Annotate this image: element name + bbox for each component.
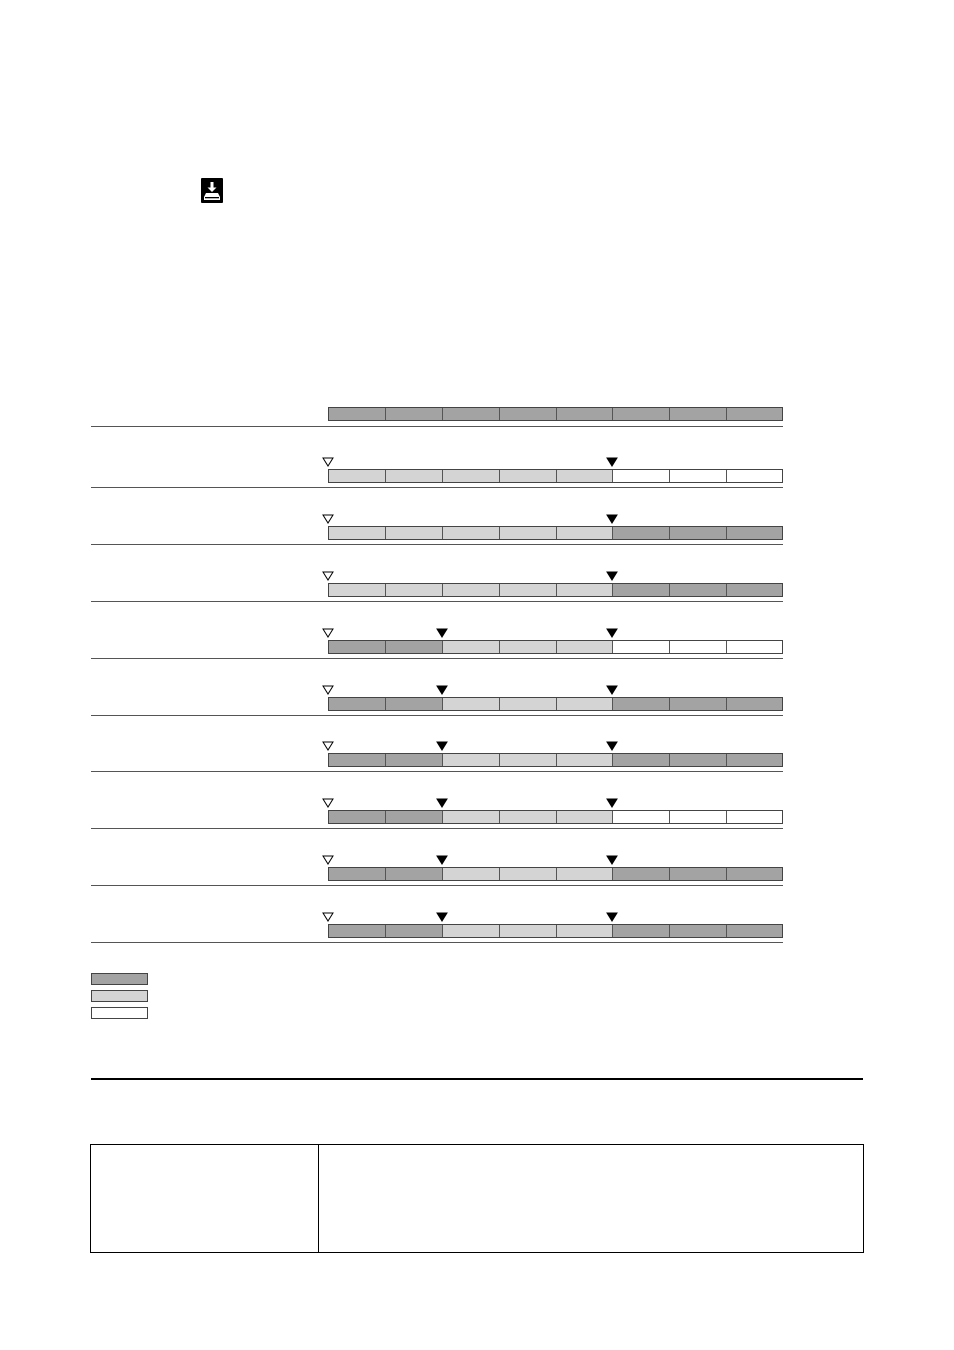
- segment-light: [443, 527, 500, 539]
- segment-light: [329, 584, 386, 596]
- open-triangle-icon: [322, 514, 334, 524]
- segment-light: [386, 584, 443, 596]
- segment-dark: [386, 641, 443, 653]
- filled-triangle-icon: [436, 741, 448, 751]
- segment-light: [557, 811, 614, 823]
- segment-light: [557, 584, 614, 596]
- filled-triangle-icon: [436, 855, 448, 865]
- segment-light: [557, 470, 614, 482]
- filled-triangle-icon: [606, 685, 618, 695]
- segment-dark: [613, 584, 670, 596]
- segment-dark: [386, 698, 443, 710]
- row-divider: [91, 715, 783, 716]
- open-triangle-icon: [322, 741, 334, 751]
- open-triangle-icon: [322, 685, 334, 695]
- segment-empty: [670, 811, 727, 823]
- segment-dark: [727, 698, 782, 710]
- segment-light: [500, 470, 557, 482]
- segment-light: [386, 470, 443, 482]
- segment-light: [557, 925, 614, 937]
- info-table-content-cell: [319, 1145, 863, 1252]
- segment-light: [329, 527, 386, 539]
- open-triangle-icon: [322, 798, 334, 808]
- segment-dark: [613, 868, 670, 880]
- segment-light: [443, 698, 500, 710]
- segment-empty: [613, 470, 670, 482]
- segment-light: [443, 470, 500, 482]
- segment-empty: [613, 811, 670, 823]
- row-divider: [91, 601, 783, 602]
- row-divider: [91, 658, 783, 659]
- timeline-row-bar: [328, 810, 783, 824]
- open-triangle-icon: [322, 628, 334, 638]
- segment-light: [443, 641, 500, 653]
- timeline-row-bar: [328, 697, 783, 711]
- segment-dark: [670, 584, 727, 596]
- segment-light: [557, 754, 614, 766]
- segment-dark: [670, 408, 727, 420]
- segment-dark: [727, 527, 782, 539]
- row-divider: [91, 771, 783, 772]
- info-table: [90, 1144, 864, 1253]
- segment-dark: [727, 754, 782, 766]
- segment-dark: [329, 698, 386, 710]
- filled-triangle-icon: [436, 798, 448, 808]
- segment-dark: [386, 754, 443, 766]
- segment-dark: [670, 925, 727, 937]
- timeline-row-bar: [328, 526, 783, 540]
- segment-light: [500, 641, 557, 653]
- open-triangle-icon: [322, 855, 334, 865]
- segment-dark: [670, 698, 727, 710]
- segment-dark: [557, 408, 614, 420]
- segment-dark: [613, 698, 670, 710]
- legend-swatch-empty: [91, 1007, 148, 1019]
- row-divider: [91, 426, 783, 427]
- segment-empty: [670, 470, 727, 482]
- segment-light: [500, 584, 557, 596]
- segment-light: [443, 925, 500, 937]
- section-divider: [91, 1078, 863, 1080]
- segment-light: [500, 754, 557, 766]
- segment-dark: [329, 811, 386, 823]
- filled-triangle-icon: [436, 685, 448, 695]
- segment-dark: [329, 925, 386, 937]
- segment-dark: [613, 527, 670, 539]
- segment-light: [500, 698, 557, 710]
- segment-light: [500, 811, 557, 823]
- row-divider: [91, 487, 783, 488]
- segment-dark: [670, 527, 727, 539]
- segment-light: [329, 470, 386, 482]
- segment-dark: [727, 868, 782, 880]
- segment-dark: [727, 925, 782, 937]
- segment-light: [500, 527, 557, 539]
- segment-light: [386, 527, 443, 539]
- segment-dark: [613, 925, 670, 937]
- filled-triangle-icon: [606, 855, 618, 865]
- info-table-label-cell: [91, 1145, 319, 1252]
- segment-dark: [727, 584, 782, 596]
- segment-light: [557, 641, 614, 653]
- segment-light: [557, 527, 614, 539]
- segment-light: [443, 584, 500, 596]
- filled-triangle-icon: [436, 628, 448, 638]
- segment-dark: [329, 754, 386, 766]
- segment-dark: [443, 408, 500, 420]
- save-to-drive-icon: [201, 178, 223, 203]
- timeline-row-bar: [328, 924, 783, 938]
- filled-triangle-icon: [606, 514, 618, 524]
- segment-light: [500, 868, 557, 880]
- segment-light: [443, 754, 500, 766]
- timeline-row-bar: [328, 469, 783, 483]
- segment-dark: [386, 811, 443, 823]
- filled-triangle-icon: [606, 628, 618, 638]
- timeline-header-bar: [328, 407, 783, 421]
- segment-dark: [329, 641, 386, 653]
- segment-light: [557, 698, 614, 710]
- segment-dark: [670, 754, 727, 766]
- segment-empty: [727, 641, 782, 653]
- segment-dark: [727, 408, 782, 420]
- segment-light: [443, 811, 500, 823]
- timeline-row-bar: [328, 640, 783, 654]
- filled-triangle-icon: [606, 912, 618, 922]
- row-divider: [91, 828, 783, 829]
- segment-dark: [386, 868, 443, 880]
- timeline-row-bar: [328, 753, 783, 767]
- open-triangle-icon: [322, 571, 334, 581]
- segment-dark: [386, 925, 443, 937]
- row-divider: [91, 885, 783, 886]
- segment-dark: [613, 754, 670, 766]
- segment-empty: [727, 470, 782, 482]
- segment-dark: [500, 408, 557, 420]
- timeline-row-bar: [328, 867, 783, 881]
- legend-swatch-light: [91, 990, 148, 1002]
- filled-triangle-icon: [606, 741, 618, 751]
- segment-dark: [670, 868, 727, 880]
- legend-swatch-dark: [91, 973, 148, 985]
- row-divider: [91, 942, 783, 943]
- filled-triangle-icon: [606, 798, 618, 808]
- segment-dark: [329, 408, 386, 420]
- timeline-row-bar: [328, 583, 783, 597]
- segment-dark: [613, 408, 670, 420]
- segment-dark: [329, 868, 386, 880]
- segment-light: [500, 925, 557, 937]
- segment-empty: [670, 641, 727, 653]
- open-triangle-icon: [322, 457, 334, 467]
- segment-dark: [386, 408, 443, 420]
- open-triangle-icon: [322, 912, 334, 922]
- row-divider: [91, 544, 783, 545]
- segment-light: [557, 868, 614, 880]
- filled-triangle-icon: [436, 912, 448, 922]
- filled-triangle-icon: [606, 571, 618, 581]
- segment-empty: [613, 641, 670, 653]
- segment-empty: [727, 811, 782, 823]
- segment-light: [443, 868, 500, 880]
- filled-triangle-icon: [606, 457, 618, 467]
